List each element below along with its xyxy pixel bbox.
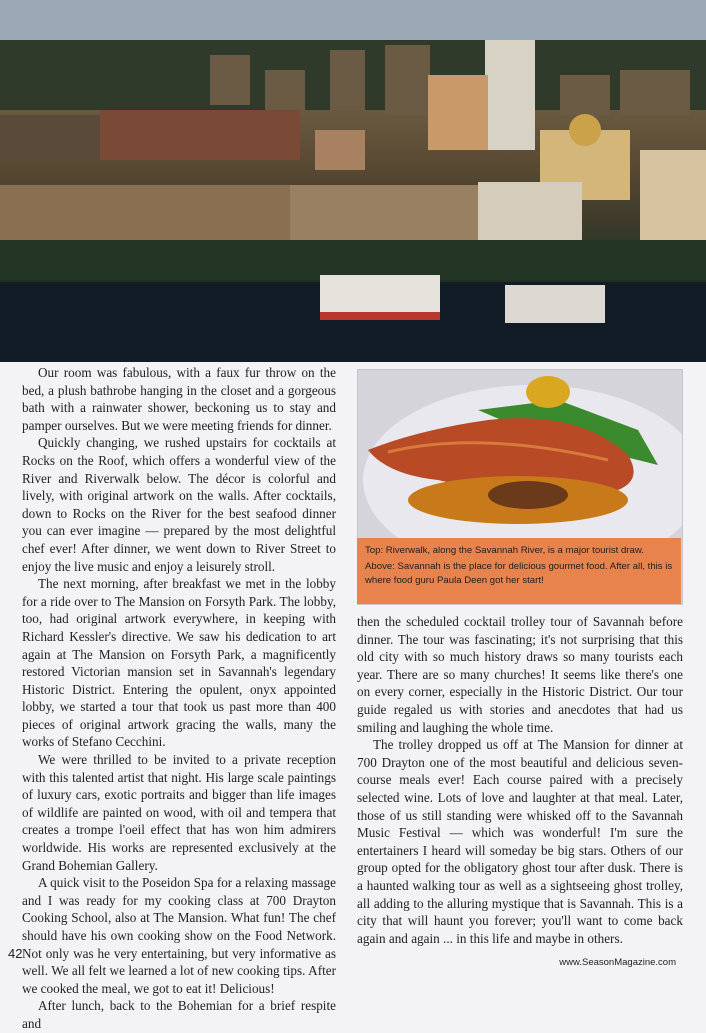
caption-top: Top: Riverwalk, along the Savannah River, is a major tourist draw. [365, 545, 644, 556]
paragraph: Quickly changing, we rushed upstairs for cocktails at Rocks on the Roof, which offers a wonderful view of the River and Riverwalk below. The décor is colorful and lively, with original artwork on the walls. After cocktails, down to Rocks on the River for the best seafood dinner you can ever imagine — prepared by the most delightful chef ever! After dinner, we went down to River Street to enjoy the live music and enjoy a leisurely stroll. [22, 435, 336, 574]
paragraph: Our room was fabulous, with a faux fur throw on the bed, a plush bathrobe hanging in the closet and a gorgeous bath with a rainwater shower, beckoning us to stay and pamper ourselves. But we were meeting friends for dinner. [22, 365, 336, 433]
article-column-right [357, 613, 683, 947]
paragraph: The trolley dropped us off at The Mansion for dinner at 700 Drayton one of the most beautiful and delicious seven-course meals ever! Each course paired with a precisely selected wine. Lots of love and laughter at that meal. Later, those of us still standing were whisked off to the Savannah Music Festival — which was wonderful! I'm sure the entertainers I heard will someday be big stars. Others of our group opted for the obligatory ghost tour after dusk. There is a haunted walking tour as well as a sightseeing ghost trolley, all adding to the alluring mystique that is Savannah. This is a city that will haunt you forever; you'll want to come back again and again ... in this life and maybe in others. [357, 737, 683, 946]
paragraph: The next morning, after breakfast we met in the lobby for a ride over to The Mansion on Forsyth Park. The lobby, too, had original artwork everywhere, in keeping with Richard Kessler's directive. We saw his dedication to art again at The Mansion on Forsyth Park, a magnificently restored Victorian mansion set in Savannah's legendary Historic District. Entering the opulent, onyx appointed lobby, we started a tour that took us past more than 400 pieces of original artwork gracing the walls, many the works of Stefano Cecchini. [22, 576, 336, 750]
magazine-url: www.SeasonMagazine.com [559, 957, 676, 968]
hero-photo [0, 0, 706, 362]
paragraph: After lunch, back to the Bohemian for a brief respite and [22, 998, 336, 1031]
photo-caption [357, 538, 681, 604]
page-number: 42 [8, 946, 23, 961]
article-column-left [22, 364, 336, 1033]
paragraph: then the scheduled cocktail trolley tour of Savannah before dinner. The tour was fascinating; it's not surprising that this old city with so much history draws so many tourists each year. There are so many churches! It seems like there's one on every corner, especially in the Historic District. Our tour guide regaled us with stories and anecdotes that had us smiling and laughing the whole time. [357, 614, 683, 735]
caption-above: Above: Savannah is the place for delicious gourmet food. After all, this is where food guru Paula Deen got her start! [365, 561, 673, 586]
paragraph: A quick visit to the Poseidon Spa for a relaxing massage and I was ready for my cooking class at 700 Drayton Cooking School, also at The Mansion. What fun! The chef should have his own cooking show on the Food Network. Not only was he very entertaining, but very informative as well. We all felt we learned a lot of new cooking tips. After we cooked the meal, we got to eat it! Delicious! [22, 875, 336, 996]
paragraph: We were thrilled to be invited to a private reception with this talented artist that night. His large scale paintings of luxury cars, exotic portraits and bigger than life images of wildlife are painted on wood, with oil and tempera that creates a trompe l'oeil effect that has won him admirers worldwide. His works are represented exclusively at the Grand Bohemian Gallery. [22, 752, 336, 873]
